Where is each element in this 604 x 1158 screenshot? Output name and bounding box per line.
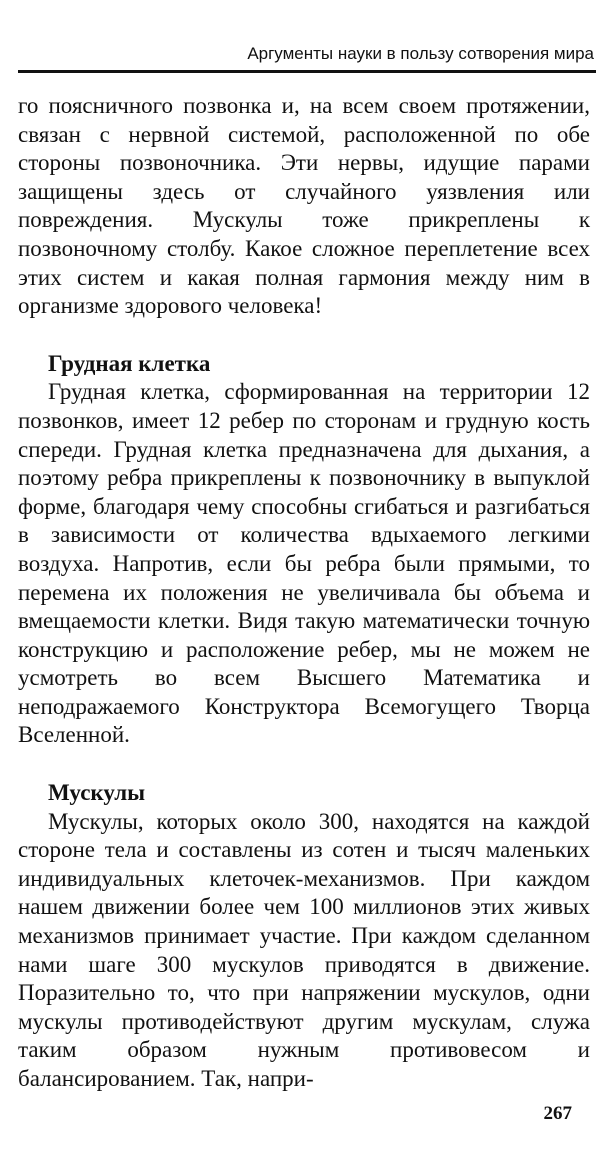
section-text-chest: Грудная клетка, сформированная на территории 12 позвонков, имеет 12 ребер по сторонам и грудную кость спереди. Грудная клетка предназначена для дыхания, а поэтому ребра прикреплены к позвоночнику в выпуклой форме, благодаря чему способны сгибаться и разгибаться в зависимости от количества вдыхаемого легкими воздуха. Напротив, если бы ребра были прямыми, то перемена их положения не увеличивала бы объема и вмещаемости клетки. Видя такую математически точную конструкцию и расположение ребер, мы не можем не усмотреть во всем Высшего Математика и неподражаемого Конструктора Всемогущего Творца Вселенной. [18,379,590,748]
section-spacer [18,321,590,350]
page-number: 267 [543,1103,572,1124]
section-text-muscles: Мускулы, которых около 300, находятся на каждой стороне тела и составлены из сотен и тысяч маленьких индивидуальных клеточек-механизмов. При каждом нашем движении более чем 100 миллионов этих живых механизмов принимает участие. При каждом сделанном нами шаге 300 мускулов приводятся в движение. Поразительно то, что при напряжении мускулов, одни мускулы противодействуют другим мускулам, служа таким образом нужным противовесом и балансированием. Так, напри- [18,808,590,1091]
header-rule [18,70,596,73]
running-header: Аргументы науки в пользу сотворения мира [247,44,594,63]
page-body [18,92,590,1094]
section-heading-chest: Грудная клетка [48,350,211,376]
section-heading-muscles: Мускулы [48,780,146,806]
section-spacer [18,750,590,779]
paragraph-continued: го поясничного позвонка и, на всем своем протяжении, связан с нервной системой, расположенной по обе стороны позвоночника. Эти нервы, идущие парами защищены здесь от случайного уязвления или повреждения. Мускулы тоже прикреплены к позвоночному столбу. Какое сложное переплетение всех этих систем и какая полная гармония между ним в организме здорового человека! [18,93,590,319]
